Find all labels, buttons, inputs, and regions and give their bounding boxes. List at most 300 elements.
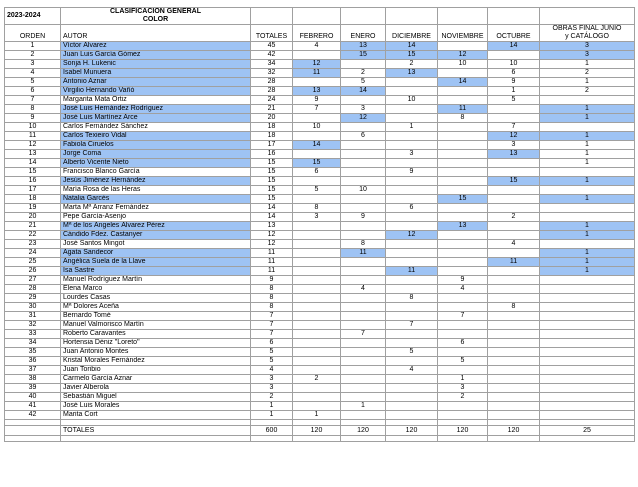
cell-diciembre[interactable]	[386, 132, 438, 141]
cell-octubre[interactable]	[488, 411, 540, 420]
cell-totales[interactable]: 3	[251, 384, 293, 393]
cell-totales[interactable]: 15	[251, 177, 293, 186]
cell-orden[interactable]: 5	[5, 78, 61, 87]
cell-febrero[interactable]	[293, 51, 341, 60]
cell-noviembre[interactable]: 7	[438, 312, 488, 321]
cell-totales[interactable]: 8	[251, 285, 293, 294]
cell-noviembre[interactable]	[438, 69, 488, 78]
cell-octubre[interactable]	[488, 384, 540, 393]
table-row[interactable]	[5, 78, 635, 87]
column-header-totales[interactable]: TOTALES	[251, 25, 293, 42]
cell-autor[interactable]: Carmelo García Aznar	[61, 375, 251, 384]
cell-diciembre[interactable]: 2	[386, 60, 438, 69]
cell-noviembre[interactable]	[438, 267, 488, 276]
cell-obras[interactable]: 1	[540, 231, 635, 240]
cell-noviembre[interactable]	[438, 231, 488, 240]
cell-orden[interactable]: 16	[5, 177, 61, 186]
cell-totales[interactable]: 1	[251, 411, 293, 420]
cell-obras[interactable]	[540, 402, 635, 411]
cell-totales[interactable]: 9	[251, 276, 293, 285]
cell-obras[interactable]	[540, 186, 635, 195]
cell-obras[interactable]: 3	[540, 51, 635, 60]
cell-febrero[interactable]: 6	[293, 168, 341, 177]
table-row[interactable]	[5, 150, 635, 159]
cell-obras[interactable]: 1	[540, 141, 635, 150]
cell-enero[interactable]: 3	[341, 105, 386, 114]
cell-orden[interactable]: 9	[5, 114, 61, 123]
cell-octubre[interactable]	[488, 204, 540, 213]
cell-enero[interactable]	[341, 60, 386, 69]
table-row[interactable]	[5, 96, 635, 105]
table-row[interactable]	[5, 51, 635, 60]
cell-diciembre[interactable]	[386, 402, 438, 411]
cell-totales[interactable]: 16	[251, 150, 293, 159]
cell-obras[interactable]: 2	[540, 69, 635, 78]
cell-febrero[interactable]	[293, 276, 341, 285]
cell-diciembre[interactable]	[386, 240, 438, 249]
cell-febrero[interactable]: 14	[293, 141, 341, 150]
cell-diciembre[interactable]	[386, 312, 438, 321]
cell-febrero[interactable]	[293, 231, 341, 240]
cell-totales[interactable]: 2	[251, 393, 293, 402]
cell-autor[interactable]: Elena Marco	[61, 285, 251, 294]
cell-octubre[interactable]	[488, 114, 540, 123]
cell-totales[interactable]: 20	[251, 114, 293, 123]
cell-diciembre[interactable]	[386, 249, 438, 258]
cell-obras[interactable]	[540, 285, 635, 294]
table-row[interactable]	[5, 159, 635, 168]
cell-orden[interactable]: 10	[5, 123, 61, 132]
cell-obras[interactable]	[540, 348, 635, 357]
cell-obras[interactable]	[540, 240, 635, 249]
cell-totales[interactable]: 13	[251, 222, 293, 231]
cell-octubre[interactable]	[488, 285, 540, 294]
column-header-orden[interactable]: ORDEN	[5, 25, 61, 42]
cell-octubre[interactable]: 15	[488, 177, 540, 186]
cell-orden[interactable]: 13	[5, 150, 61, 159]
cell-octubre[interactable]	[488, 159, 540, 168]
cell-octubre[interactable]	[488, 366, 540, 375]
cell-febrero[interactable]	[293, 312, 341, 321]
cell-autor[interactable]: Sonja H. Lukenic	[61, 60, 251, 69]
cell-orden[interactable]: 32	[5, 321, 61, 330]
cell-noviembre[interactable]	[438, 141, 488, 150]
cell-orden[interactable]: 37	[5, 366, 61, 375]
cell-diciembre[interactable]: 3	[386, 150, 438, 159]
cell-obras[interactable]: 1	[540, 267, 635, 276]
cell-noviembre[interactable]	[438, 258, 488, 267]
cell-octubre[interactable]	[488, 357, 540, 366]
cell-diciembre[interactable]	[386, 195, 438, 204]
cell-obras[interactable]	[540, 204, 635, 213]
cell-totales[interactable]: 15	[251, 186, 293, 195]
cell-totales[interactable]: 1	[251, 402, 293, 411]
cell-enero[interactable]	[341, 168, 386, 177]
cell-diciembre[interactable]	[386, 141, 438, 150]
cell-obras[interactable]	[540, 96, 635, 105]
table-row[interactable]	[5, 69, 635, 78]
cell-octubre[interactable]	[488, 249, 540, 258]
cell-octubre[interactable]	[488, 339, 540, 348]
cell-diciembre[interactable]	[386, 78, 438, 87]
cell-totales[interactable]: 14	[251, 213, 293, 222]
cell-autor[interactable]: Cándido Fdez. Castanyer	[61, 231, 251, 240]
cell-diciembre[interactable]: 6	[386, 204, 438, 213]
cell-obras[interactable]	[540, 393, 635, 402]
cell-autor[interactable]: Pepe García-Asenjo	[61, 213, 251, 222]
cell-orden[interactable]: 21	[5, 222, 61, 231]
cell-autor[interactable]: José Luis Hernández Rodríguez	[61, 105, 251, 114]
cell-febrero[interactable]: 3	[293, 213, 341, 222]
cell-autor[interactable]: Carlos Texieiro Vidal	[61, 132, 251, 141]
cell-noviembre[interactable]	[438, 402, 488, 411]
cell-febrero[interactable]: 15	[293, 159, 341, 168]
cell-noviembre[interactable]	[438, 321, 488, 330]
table-row[interactable]	[5, 204, 635, 213]
table-row[interactable]	[5, 141, 635, 150]
cell-febrero[interactable]	[293, 303, 341, 312]
cell-totales[interactable]: 15	[251, 168, 293, 177]
cell-totales[interactable]: 15	[251, 159, 293, 168]
cell-diciembre[interactable]: 9	[386, 168, 438, 177]
cell-enero[interactable]	[341, 312, 386, 321]
cell-enero[interactable]	[341, 357, 386, 366]
table-row[interactable]	[5, 339, 635, 348]
cell-enero[interactable]: 14	[341, 87, 386, 96]
cell-febrero[interactable]	[293, 258, 341, 267]
cell-obras[interactable]	[540, 123, 635, 132]
cell-febrero[interactable]: 8	[293, 204, 341, 213]
cell-diciembre[interactable]	[386, 330, 438, 339]
cell-autor[interactable]: Alberto Vicente Nieto	[61, 159, 251, 168]
cell-octubre[interactable]: 13	[488, 150, 540, 159]
cell-orden[interactable]: 6	[5, 87, 61, 96]
cell-obras[interactable]	[540, 303, 635, 312]
cell-octubre[interactable]	[488, 105, 540, 114]
cell-octubre[interactable]	[488, 195, 540, 204]
cell-autor[interactable]: Fabiola Ciruelos	[61, 141, 251, 150]
cell-orden[interactable]: 11	[5, 132, 61, 141]
cell-diciembre[interactable]	[386, 87, 438, 96]
cell-febrero[interactable]: 12	[293, 60, 341, 69]
cell-diciembre[interactable]	[386, 258, 438, 267]
cell-febrero[interactable]	[293, 384, 341, 393]
table-row[interactable]	[5, 249, 635, 258]
cell-octubre[interactable]: 3	[488, 141, 540, 150]
cell-diciembre[interactable]: 12	[386, 231, 438, 240]
cell-enero[interactable]: 4	[341, 285, 386, 294]
cell-enero[interactable]	[341, 267, 386, 276]
cell-totales[interactable]: 7	[251, 330, 293, 339]
cell-autor[interactable]: Antonio Aznar	[61, 78, 251, 87]
cell-octubre[interactable]: 4	[488, 240, 540, 249]
cell-febrero[interactable]	[293, 267, 341, 276]
table-row[interactable]	[5, 105, 635, 114]
cell-noviembre[interactable]	[438, 240, 488, 249]
cell-octubre[interactable]	[488, 267, 540, 276]
cell-enero[interactable]	[341, 294, 386, 303]
cell-noviembre[interactable]	[438, 330, 488, 339]
cell-autor[interactable]: Manuel Rodríguez Martín	[61, 276, 251, 285]
cell-octubre[interactable]: 1	[488, 87, 540, 96]
cell-enero[interactable]: 9	[341, 213, 386, 222]
cell-noviembre[interactable]	[438, 132, 488, 141]
table-row[interactable]	[5, 276, 635, 285]
cell-febrero[interactable]	[293, 240, 341, 249]
cell-octubre[interactable]: 5	[488, 96, 540, 105]
cell-diciembre[interactable]: 5	[386, 348, 438, 357]
cell-noviembre[interactable]: 14	[438, 78, 488, 87]
table-row[interactable]	[5, 285, 635, 294]
cell-diciembre[interactable]: 14	[386, 42, 438, 51]
cell-orden[interactable]: 27	[5, 276, 61, 285]
cell-autor[interactable]: Juan Luis García Gómez	[61, 51, 251, 60]
cell-noviembre[interactable]: 9	[438, 276, 488, 285]
cell-diciembre[interactable]	[386, 186, 438, 195]
cell-febrero[interactable]	[293, 78, 341, 87]
cell-totales[interactable]: 15	[251, 195, 293, 204]
cell-octubre[interactable]	[488, 231, 540, 240]
table-row[interactable]	[5, 231, 635, 240]
cell-totales[interactable]: 3	[251, 375, 293, 384]
cell-febrero[interactable]: 4	[293, 42, 341, 51]
cell-febrero[interactable]: 7	[293, 105, 341, 114]
column-header-autor[interactable]: AUTOR	[61, 25, 251, 42]
table-row[interactable]	[5, 294, 635, 303]
cell-octubre[interactable]: 7	[488, 123, 540, 132]
cell-totales[interactable]: 6	[251, 339, 293, 348]
cell-orden[interactable]: 40	[5, 393, 61, 402]
cell-diciembre[interactable]: 15	[386, 51, 438, 60]
cell-totales[interactable]: 45	[251, 42, 293, 51]
table-row[interactable]	[5, 195, 635, 204]
cell-diciembre[interactable]	[386, 159, 438, 168]
table-row[interactable]	[5, 114, 635, 123]
cell-obras[interactable]	[540, 330, 635, 339]
cell-diciembre[interactable]: 13	[386, 69, 438, 78]
cell-febrero[interactable]	[293, 294, 341, 303]
table-row[interactable]	[5, 123, 635, 132]
table-row[interactable]	[5, 240, 635, 249]
cell-febrero[interactable]	[293, 348, 341, 357]
cell-octubre[interactable]	[488, 168, 540, 177]
cell-febrero[interactable]	[293, 132, 341, 141]
cell-totales[interactable]: 7	[251, 321, 293, 330]
cell-diciembre[interactable]	[386, 339, 438, 348]
cell-orden[interactable]: 7	[5, 96, 61, 105]
table-row[interactable]	[5, 186, 635, 195]
cell-totales[interactable]: 11	[251, 258, 293, 267]
cell-obras[interactable]: 2	[540, 87, 635, 96]
cell-octubre[interactable]	[488, 222, 540, 231]
cell-obras[interactable]	[540, 168, 635, 177]
cell-autor[interactable]: Manuel Valmorisco Martín	[61, 321, 251, 330]
cell-obras[interactable]	[540, 276, 635, 285]
table-row[interactable]	[5, 393, 635, 402]
cell-orden[interactable]: 28	[5, 285, 61, 294]
cell-enero[interactable]	[341, 159, 386, 168]
cell-totales[interactable]: 7	[251, 312, 293, 321]
cell-febrero[interactable]	[293, 114, 341, 123]
table-row[interactable]	[5, 411, 635, 420]
cell-autor[interactable]: Juan Antonio Montes	[61, 348, 251, 357]
cell-febrero[interactable]: 11	[293, 69, 341, 78]
cell-enero[interactable]: 2	[341, 69, 386, 78]
table-row[interactable]	[5, 312, 635, 321]
cell-orden[interactable]: 24	[5, 249, 61, 258]
table-row[interactable]	[5, 60, 635, 69]
cell-enero[interactable]	[341, 222, 386, 231]
cell-octubre[interactable]: 11	[488, 258, 540, 267]
cell-enero[interactable]	[341, 231, 386, 240]
table-row[interactable]	[5, 213, 635, 222]
cell-totales[interactable]: 8	[251, 303, 293, 312]
cell-diciembre[interactable]	[386, 105, 438, 114]
cell-totales[interactable]: 28	[251, 78, 293, 87]
table-row[interactable]	[5, 321, 635, 330]
cell-orden[interactable]: 19	[5, 204, 61, 213]
cell-octubre[interactable]	[488, 294, 540, 303]
cell-diciembre[interactable]	[386, 114, 438, 123]
table-row[interactable]	[5, 42, 635, 51]
cell-febrero[interactable]	[293, 222, 341, 231]
cell-obras[interactable]: 1	[540, 78, 635, 87]
cell-diciembre[interactable]	[386, 213, 438, 222]
cell-febrero[interactable]	[293, 195, 341, 204]
cell-noviembre[interactable]: 6	[438, 339, 488, 348]
cell-autor[interactable]: Francisco Blanco García	[61, 168, 251, 177]
cell-octubre[interactable]	[488, 51, 540, 60]
cell-orden[interactable]: 1	[5, 42, 61, 51]
cell-octubre[interactable]: 8	[488, 303, 540, 312]
cell-autor[interactable]: Natalia Garcés	[61, 195, 251, 204]
cell-octubre[interactable]	[488, 186, 540, 195]
cell-enero[interactable]: 6	[341, 132, 386, 141]
cell-orden[interactable]: 14	[5, 159, 61, 168]
cell-totales[interactable]: 5	[251, 357, 293, 366]
cell-noviembre[interactable]	[438, 186, 488, 195]
cell-obras[interactable]	[540, 366, 635, 375]
cell-autor[interactable]: Lourdes Casas	[61, 294, 251, 303]
cell-enero[interactable]: 7	[341, 330, 386, 339]
cell-diciembre[interactable]	[386, 177, 438, 186]
cell-orden[interactable]: 31	[5, 312, 61, 321]
cell-autor[interactable]: Mª Dolores Aceña	[61, 303, 251, 312]
cell-noviembre[interactable]	[438, 294, 488, 303]
table-row[interactable]	[5, 402, 635, 411]
cell-autor[interactable]: José Santos Mingot	[61, 240, 251, 249]
table-row[interactable]	[5, 384, 635, 393]
table-row[interactable]	[5, 222, 635, 231]
cell-orden[interactable]: 8	[5, 105, 61, 114]
cell-enero[interactable]	[341, 177, 386, 186]
cell-noviembre[interactable]: 11	[438, 105, 488, 114]
cell-octubre[interactable]	[488, 375, 540, 384]
table-row[interactable]	[5, 267, 635, 276]
cell-autor[interactable]: Javier Alberola	[61, 384, 251, 393]
cell-noviembre[interactable]	[438, 96, 488, 105]
table-row[interactable]	[5, 348, 635, 357]
cell-octubre[interactable]: 12	[488, 132, 540, 141]
cell-noviembre[interactable]: 5	[438, 357, 488, 366]
cell-octubre[interactable]	[488, 321, 540, 330]
cell-diciembre[interactable]	[386, 393, 438, 402]
cell-totales[interactable]: 24	[251, 96, 293, 105]
cell-febrero[interactable]	[293, 285, 341, 294]
cell-enero[interactable]	[341, 303, 386, 312]
cell-orden[interactable]: 4	[5, 69, 61, 78]
cell-autor[interactable]: Bernardo Tomé	[61, 312, 251, 321]
cell-enero[interactable]	[341, 141, 386, 150]
cell-enero[interactable]	[341, 375, 386, 384]
cell-octubre[interactable]	[488, 276, 540, 285]
cell-autor[interactable]: Mª de los Ángeles Álvarez Pérez	[61, 222, 251, 231]
cell-orden[interactable]: 22	[5, 231, 61, 240]
cell-autor[interactable]: Jorge Coma	[61, 150, 251, 159]
cell-totales[interactable]: 28	[251, 87, 293, 96]
cell-orden[interactable]: 18	[5, 195, 61, 204]
cell-diciembre[interactable]	[386, 276, 438, 285]
cell-octubre[interactable]	[488, 393, 540, 402]
column-header-diciembre[interactable]: DICIEMBRE	[386, 25, 438, 42]
cell-febrero[interactable]	[293, 330, 341, 339]
cell-orden[interactable]: 25	[5, 258, 61, 267]
cell-totales[interactable]: 11	[251, 267, 293, 276]
cell-obras[interactable]: 1	[540, 114, 635, 123]
cell-octubre[interactable]	[488, 312, 540, 321]
cell-noviembre[interactable]	[438, 150, 488, 159]
cell-diciembre[interactable]	[386, 384, 438, 393]
cell-noviembre[interactable]: 10	[438, 60, 488, 69]
cell-totales[interactable]: 18	[251, 132, 293, 141]
cell-orden[interactable]: 36	[5, 357, 61, 366]
cell-orden[interactable]: 12	[5, 141, 61, 150]
cell-autor[interactable]: María Rosa de las Heras	[61, 186, 251, 195]
cell-orden[interactable]: 30	[5, 303, 61, 312]
cell-autor[interactable]: Jesús Jiménez Hernández	[61, 177, 251, 186]
cell-totales[interactable]: 32	[251, 69, 293, 78]
cell-obras[interactable]: 1	[540, 150, 635, 159]
cell-febrero[interactable]	[293, 177, 341, 186]
cell-febrero[interactable]: 10	[293, 123, 341, 132]
cell-noviembre[interactable]	[438, 348, 488, 357]
cell-obras[interactable]	[540, 312, 635, 321]
cell-enero[interactable]	[341, 339, 386, 348]
cell-totales[interactable]: 11	[251, 249, 293, 258]
cell-obras[interactable]	[540, 294, 635, 303]
cell-febrero[interactable]	[293, 249, 341, 258]
cell-autor[interactable]: Isabel Munuera	[61, 69, 251, 78]
table-row[interactable]	[5, 177, 635, 186]
column-header-obras[interactable]	[540, 25, 635, 42]
cell-enero[interactable]	[341, 204, 386, 213]
cell-obras[interactable]: 1	[540, 222, 635, 231]
cell-diciembre[interactable]: 4	[386, 366, 438, 375]
cell-obras[interactable]: 1	[540, 159, 635, 168]
cell-totales[interactable]: 42	[251, 51, 293, 60]
cell-febrero[interactable]	[293, 150, 341, 159]
cell-febrero[interactable]: 1	[293, 411, 341, 420]
cell-noviembre[interactable]	[438, 204, 488, 213]
cell-autor[interactable]: Angélica Suela de la Llave	[61, 258, 251, 267]
cell-enero[interactable]: 13	[341, 42, 386, 51]
cell-totales[interactable]: 4	[251, 366, 293, 375]
cell-enero[interactable]	[341, 393, 386, 402]
cell-enero[interactable]: 1	[341, 402, 386, 411]
cell-diciembre[interactable]	[386, 357, 438, 366]
cell-obras[interactable]	[540, 321, 635, 330]
cell-noviembre[interactable]	[438, 168, 488, 177]
